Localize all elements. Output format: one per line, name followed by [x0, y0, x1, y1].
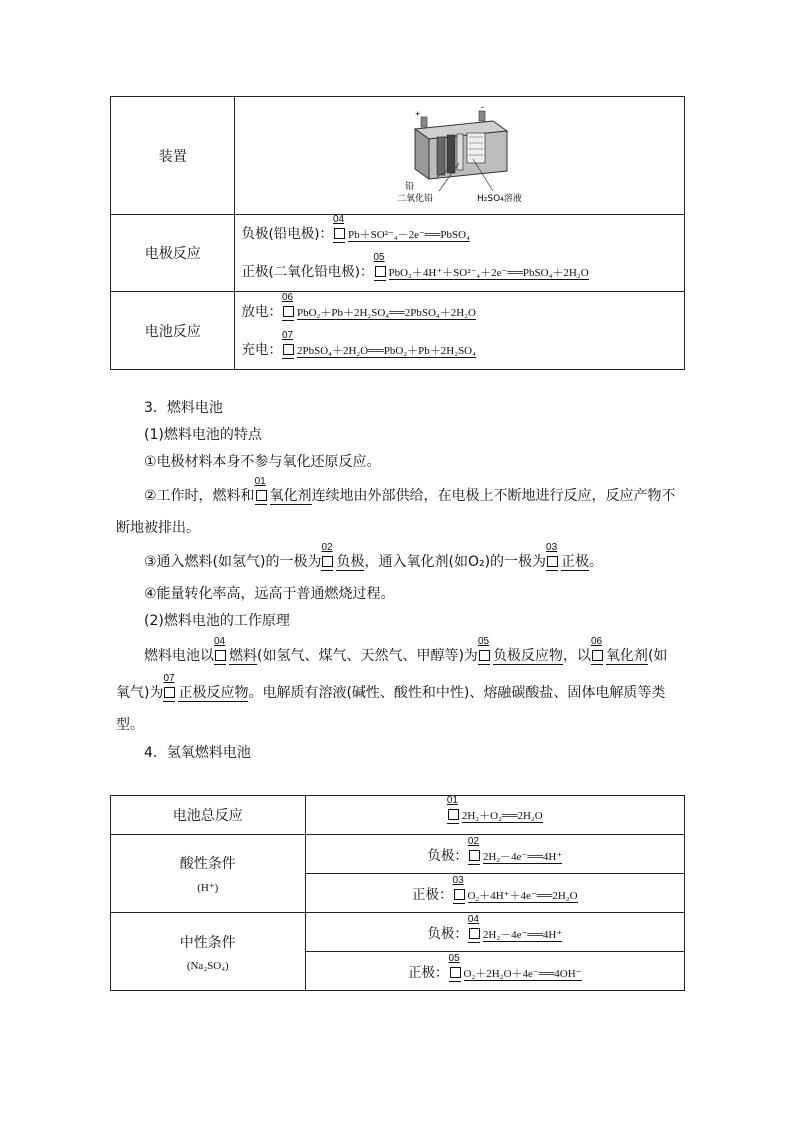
electrode-reaction-cell [235, 215, 685, 292]
pbo2-label: 二氧化铅 [396, 193, 433, 204]
battery-reaction-cell [235, 292, 685, 370]
point-1: ①电极材料本身不参与氧化还原反应。 [144, 454, 381, 470]
answer-box-icon: 03 [546, 555, 560, 567]
total-reaction-label: 电池总反应 [111, 796, 306, 835]
neutral-condition-label: 中性条件 (Na₂SO₄) [111, 913, 306, 991]
answer-box-icon: 05 [374, 265, 388, 277]
equation: Pb＋SO²⁻₄－2e⁻══PbSO₄ [348, 229, 470, 241]
section3-sub1: (1)燃料电池的特点 [144, 427, 262, 443]
equation: 2H₂＋O₂══2H₂O [461, 810, 543, 822]
battery-figure-cell [235, 97, 685, 215]
equation: PbO₂＋Pb＋2H₂SO₄══2PbSO₄＋2H₂O [296, 306, 476, 319]
neutral-positive-cell: 正极： 05 O₂＋2H₂O＋4e⁻══4OH⁻ [305, 952, 684, 991]
principle-paragraph-line2: 氧气)为 07 正极反应物。电解质有溶液(碱性、酸性和中性)、熔融碳酸盐、固体电解质等类 [116, 673, 666, 701]
positive-electrode-line: 正极(二氧化铅电极)： 05 PbO₂＋4H⁺＋SO²⁻₄＋2e⁻══PbSO₄＋2H₂O [241, 252, 589, 280]
negative-electrode-line: 负极(铅电极)： 04 Pb＋SO²⁻₄－2e⁻══PbSO₄ [241, 214, 470, 242]
hydrogen-oxygen-fuel-cell-table [110, 795, 685, 991]
row-label-battery-reaction: 电池反应 [111, 292, 235, 370]
answer-box-icon: 02 [468, 849, 482, 861]
row-label-electrode-reaction: 电极反应 [111, 215, 235, 292]
plus-terminal-label: + [414, 108, 420, 119]
acid-solution-label: H₂SO₄溶液 [476, 193, 522, 204]
acidic-negative-cell: 负极： 02 2H₂－4e⁻══4H⁺ [305, 835, 684, 874]
minus-terminal-label: - [480, 106, 484, 112]
equation: O₂＋4H⁺＋4e⁻══2H₂O [467, 890, 578, 902]
answer-box-icon: 02 [321, 555, 335, 567]
principle-paragraph: 燃料电池以 04 燃料(如氢气、煤气、天然气、甲醇等)为 05 负极反应物，以 06 氧化剂(如 [144, 636, 668, 664]
answer-box-icon: 04 [468, 927, 482, 939]
section3-title: 3．燃料电池 [144, 400, 223, 416]
answer-box-icon: 07 [282, 343, 296, 355]
charge-line: 充电： 07 2PbSO₄＋2H₂O══PbO₂＋Pb＋2H₂SO₄ [241, 329, 476, 358]
answer-box-icon: 01 [447, 808, 461, 820]
section3-sub2: (2)燃料电池的工作原理 [144, 613, 290, 629]
answer-box-icon: 06 [591, 649, 605, 661]
point-2-cont: 断地被排出。 [116, 520, 200, 536]
lead-acid-battery-table [110, 96, 685, 370]
equation: 2PbSO₄＋2H₂O══PbO₂＋Pb＋2H₂SO₄ [296, 344, 476, 357]
row-label-device: 装置 [111, 97, 235, 215]
answer-box-icon: 07 [163, 686, 177, 698]
acidic-positive-cell: 正极： 03 O₂＋4H⁺＋4e⁻══2H₂O [305, 874, 684, 913]
equation: 2H₂－4e⁻══4H⁺ [482, 851, 563, 863]
point-3: ③通入燃料(如氢气)的一极为 02 负极，通入氧化剂(如O₂)的一极为 03 正极。 [144, 542, 604, 570]
lead-label: 铅 [404, 181, 414, 192]
discharge-line: 放电： 06 PbO₂＋Pb＋2H₂SO₄══2PbSO₄＋2H₂O [241, 291, 476, 320]
equation: 2H₂－4e⁻══4H⁺ [482, 929, 563, 941]
acidic-condition-label: 酸性条件 (H⁺) [111, 835, 306, 913]
answer-box-icon: 05 [478, 649, 492, 661]
lead-acid-battery-diagram [375, 107, 545, 205]
section4-title: 4．氢氧燃料电池 [144, 745, 251, 761]
equation: PbO₂＋4H⁺＋SO²⁻₄＋2e⁻══PbSO₄＋2H₂O [388, 267, 589, 279]
answer-box-icon: 04 [214, 649, 228, 661]
equation: O₂＋2H₂O＋4e⁻══4OH⁻ [463, 968, 582, 980]
point-4: ④能量转化率高，远高于普通燃烧过程。 [144, 586, 395, 602]
answer-box-icon: 04 [333, 227, 347, 239]
answer-box-icon: 03 [453, 888, 467, 900]
answer-box-icon: 01 [255, 489, 269, 501]
principle-paragraph-line3: 型。 [116, 717, 144, 733]
answer-box-icon: 06 [282, 305, 296, 317]
point-2: ②工作时，燃料和 01 氧化剂连续地由外部供给，在电极上不断地进行反应，反应产物不 [144, 476, 676, 504]
answer-box-icon: 05 [449, 966, 463, 978]
neutral-negative-cell: 负极： 04 2H₂－4e⁻══4H⁺ [305, 913, 684, 952]
total-reaction-cell [305, 796, 684, 835]
